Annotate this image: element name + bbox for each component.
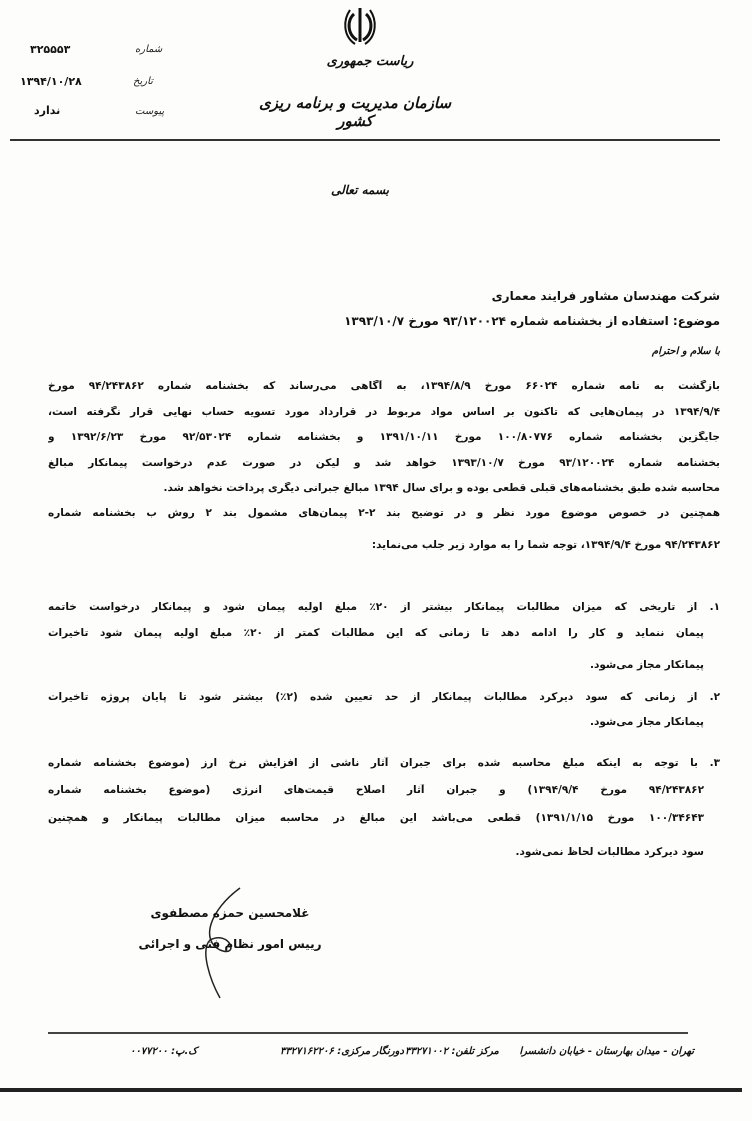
- subject: موضوع: استفاده از بخشنامه شماره ۹۳/۱۲۰۰۲۴ مورخ ۱۳۹۳/۱۰/۷: [344, 314, 720, 328]
- org-presidency: ریاست جمهوری: [326, 54, 414, 69]
- footer-fax: دورنگار مرکزی: ۳۳۲۷۱۶۲۲۰۶: [280, 1046, 404, 1057]
- attachment-value: ندارد: [34, 104, 61, 117]
- body-line: محاسبه شده طبق بخشنامه‌های قبلی قطعی بوده و برای سال ۱۳۹۴ مبالغ جبرانی دیگری پرداخت نخواهد شد.: [163, 482, 720, 494]
- date-label: تاریخ: [133, 76, 153, 87]
- basmala: بسمه تعالی: [330, 183, 390, 197]
- body-line: ۱۰۰/۳۴۶۴۳ مورخ ۱۳۹۱/۱/۱۵) قطعی می‌باشد این مبالغ در محاسبه میزان مطالبات پیمانکار و همچنین: [48, 812, 704, 824]
- attachment-label: پیوست: [135, 106, 165, 117]
- footer-phone: مرکز تلفن: ۳۳۲۷۱۰۰۲: [405, 1046, 499, 1057]
- signatory-title: رییس امور نظام فنی و اجرائی: [138, 937, 322, 951]
- footer-address: تهران - میدان بهارستان - خیابان دانشسرا: [519, 1046, 694, 1057]
- body-line: جایگزین بخشنامه شماره ۱۰۰/۸۰۷۷۶ مورخ ۱۳۹۱/۱۰/۱۱ و بخشنامه شماره ۹۲/۵۳۰۲۴ مورخ ۱۳۹۲/۶/۲۳ و: [48, 431, 720, 443]
- body-line: همچنین در خصوص موضوع مورد نظر و در توضیح بند ۲-۲ پیمان‌های مشمول بند ۲ روش ب بخشنامه شماره: [48, 507, 720, 519]
- body-line: ۱. از تاریخی که میزان مطالبات پیمانکار بیشتر از ۲۰٪ مبلغ اولیه پیمان شود و پیمانکار درخواست خاتمه: [48, 601, 720, 613]
- recipient: شرکت مهندسان مشاور فرایند معماری: [491, 289, 720, 303]
- iran-emblem-icon: [343, 6, 377, 46]
- body-line: ۱۳۹۴/۹/۴ در پیمان‌هایی که تاکنون بر اساس مواد مربوط در قرارداد مورد تسویه حساب نهایی قرار نگرفته است،: [48, 406, 720, 418]
- number-value: ۳۲۵۵۵۳: [30, 43, 71, 56]
- body-line: ۳. با توجه به اینکه مبلغ محاسبه شده برای جبران آثار ناشی از افزایش نرخ ارز (موضوع بخشنامه شماره: [48, 757, 720, 769]
- date-value: ۱۳۹۴/۱۰/۲۸: [20, 75, 82, 88]
- org-name: سازمان مدیریت و برنامه ریزی کشور: [258, 94, 452, 130]
- body-line: پیمانکار مجاز می‌شود.: [589, 659, 704, 671]
- footer-postal: ک.پ: ۰۰۷۷۲۰۰: [130, 1046, 198, 1057]
- body-line: بازگشت به نامه شماره ۶۶۰۲۴ مورخ ۱۳۹۴/۸/۹، به آگاهی می‌رساند که بخشنامه شماره ۹۴/۲۴۳۸۶۲ مورخ: [48, 380, 720, 392]
- body-line: بخشنامه شماره ۹۳/۱۲۰۰۲۴ مورخ ۱۳۹۳/۱۰/۷ خواهد شد و لیکن در صورت عدم درخواست پیمانکار مبالغ: [48, 457, 720, 469]
- body-line: ۹۴/۲۴۳۸۶۲ مورخ ۱۳۹۴/۹/۴، توجه شما را به موارد زیر جلب می‌نماید:: [371, 539, 720, 551]
- body-line: پیمانکار مجاز می‌شود.: [589, 716, 704, 728]
- body-line: ۲. از زمانی که سود دیرکرد مطالبات پیمانکار از حد تعیین شده (۲٪) بیشتر شود تا پایان پروژه تاخیرات: [48, 691, 720, 703]
- body-line: سود دیرکرد مطالبات لحاظ نمی‌شود.: [515, 846, 704, 858]
- signatory-name: غلامحسین حمزه مصطفوی: [150, 906, 310, 920]
- number-label: شماره: [135, 44, 163, 55]
- body-line: پیمان ننماید و کار را ادامه دهد تا زمانی که این مطالبات کمتر از ۲۰٪ مبلغ اولیه پیمان شود تاخیرات: [48, 627, 704, 639]
- footer-divider: [48, 1032, 688, 1034]
- body-line: ۹۴/۲۴۳۸۶۲ مورخ ۱۳۹۴/۹/۴) و جبران آثار اصلاح قیمت‌های انرژی (موضوع بخشنامه شماره: [48, 784, 704, 796]
- salutation: با سلام و احترام: [651, 346, 720, 357]
- page-bottom-border: [0, 1088, 742, 1092]
- header-divider: [10, 139, 720, 141]
